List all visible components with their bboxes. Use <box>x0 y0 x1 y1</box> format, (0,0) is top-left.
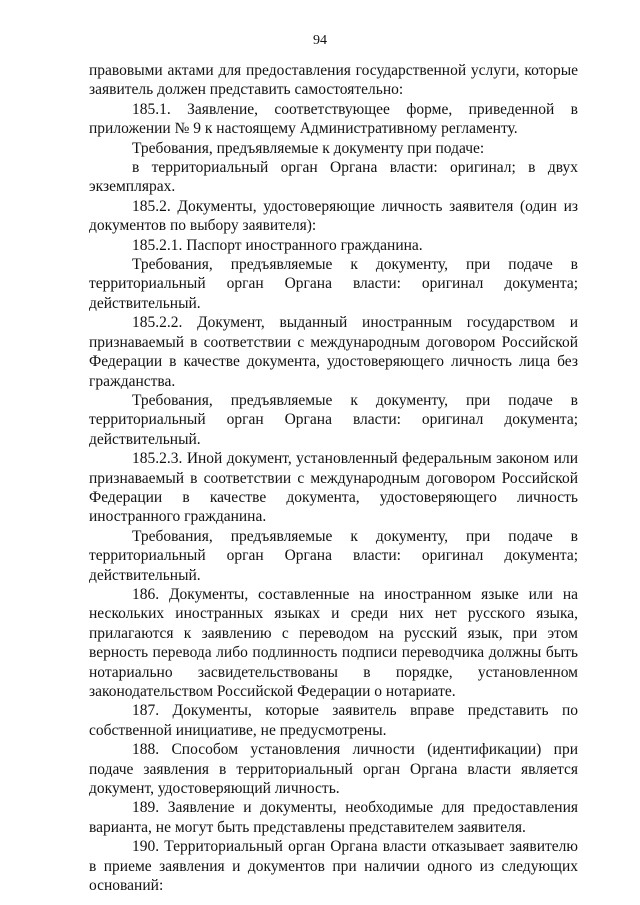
paragraph-requirements-passport: Требования, предъявляемые к документу, при подаче в территориальный орган Органа власти: оригинал документа; действительный. <box>89 256 578 312</box>
paragraph-185-2-1: 185.2.1. Паспорт иностранного гражданина. <box>132 236 423 254</box>
paragraph-186: 186. Документы, составленные на иностранном языке или на нескольких иностранных языках и среди них нет русского языка, прилагаются к заявлению с переводом на русский язык, при этом верность перевода либо подлинность подписи переводчика должны быть нотариально засвидетельствованы в порядке, установленном законодательством Российской Федерации о нотариате. <box>89 585 578 700</box>
paragraph-185-1: 185.1. Заявление, соответствующее форме, приведенной в приложении № 9 к настоящему Административному регламенту. <box>89 100 578 138</box>
paragraph-190: 190. Территориальный орган Органа власти отказывает заявителю в приеме заявления и документов при наличии одного из следующих оснований: <box>89 838 578 895</box>
paragraph-requirements-other-document: Требования, предъявляемые к документу, при подаче в территориальный орган Органа власти: оригинал документа; действительный. <box>89 527 578 584</box>
paragraph-185-2-2: 185.2.2. Документ, выданный иностранным государством и признаваемый в соответствии с международным договором Российской Федерации в качестве документа, удостоверяющего личность лица без гражданства. <box>89 314 578 390</box>
document-body <box>89 61 578 895</box>
paragraph-requirements-heading: Требования, предъявляемые к документу при подаче: <box>132 139 485 157</box>
paragraph-continuation: правовыми актами для предоставления государственной услуги, которые заявитель должен представить самостоятельно: <box>89 62 578 99</box>
page-number: 94 <box>313 33 327 48</box>
paragraph-185-2-3: 185.2.3. Иной документ, установленный федеральным законом или признаваемый в соответствии с международным договором Российской Федерации в качестве документа, удостоверяющего личность иностранного гражданина. <box>89 450 578 526</box>
paragraph-188: 188. Способом установления личности (идентификации) при подаче заявления в территориальный орган Органа власти является документ, удостоверяющий личность. <box>89 741 578 798</box>
paragraph-requirements-stateless: Требования, предъявляемые к документу, при подаче в территориальный орган Органа власти: оригинал документа; действительный. <box>89 391 578 448</box>
paragraph-187: 187. Документы, которые заявитель вправе представить по собственной инициативе, не предусмотрены. <box>89 702 578 739</box>
paragraph-189: 189. Заявление и документы, необходимые для предоставления варианта, не могут быть представлены представителем заявителя. <box>89 799 578 836</box>
paragraph-185-2: 185.2. Документы, удостоверяющие личность заявителя (один из документов по выбору заявителя): <box>89 197 578 235</box>
paragraph-requirements-original: в территориальный орган Органа власти: оригинал; в двух экземплярах. <box>89 159 578 196</box>
